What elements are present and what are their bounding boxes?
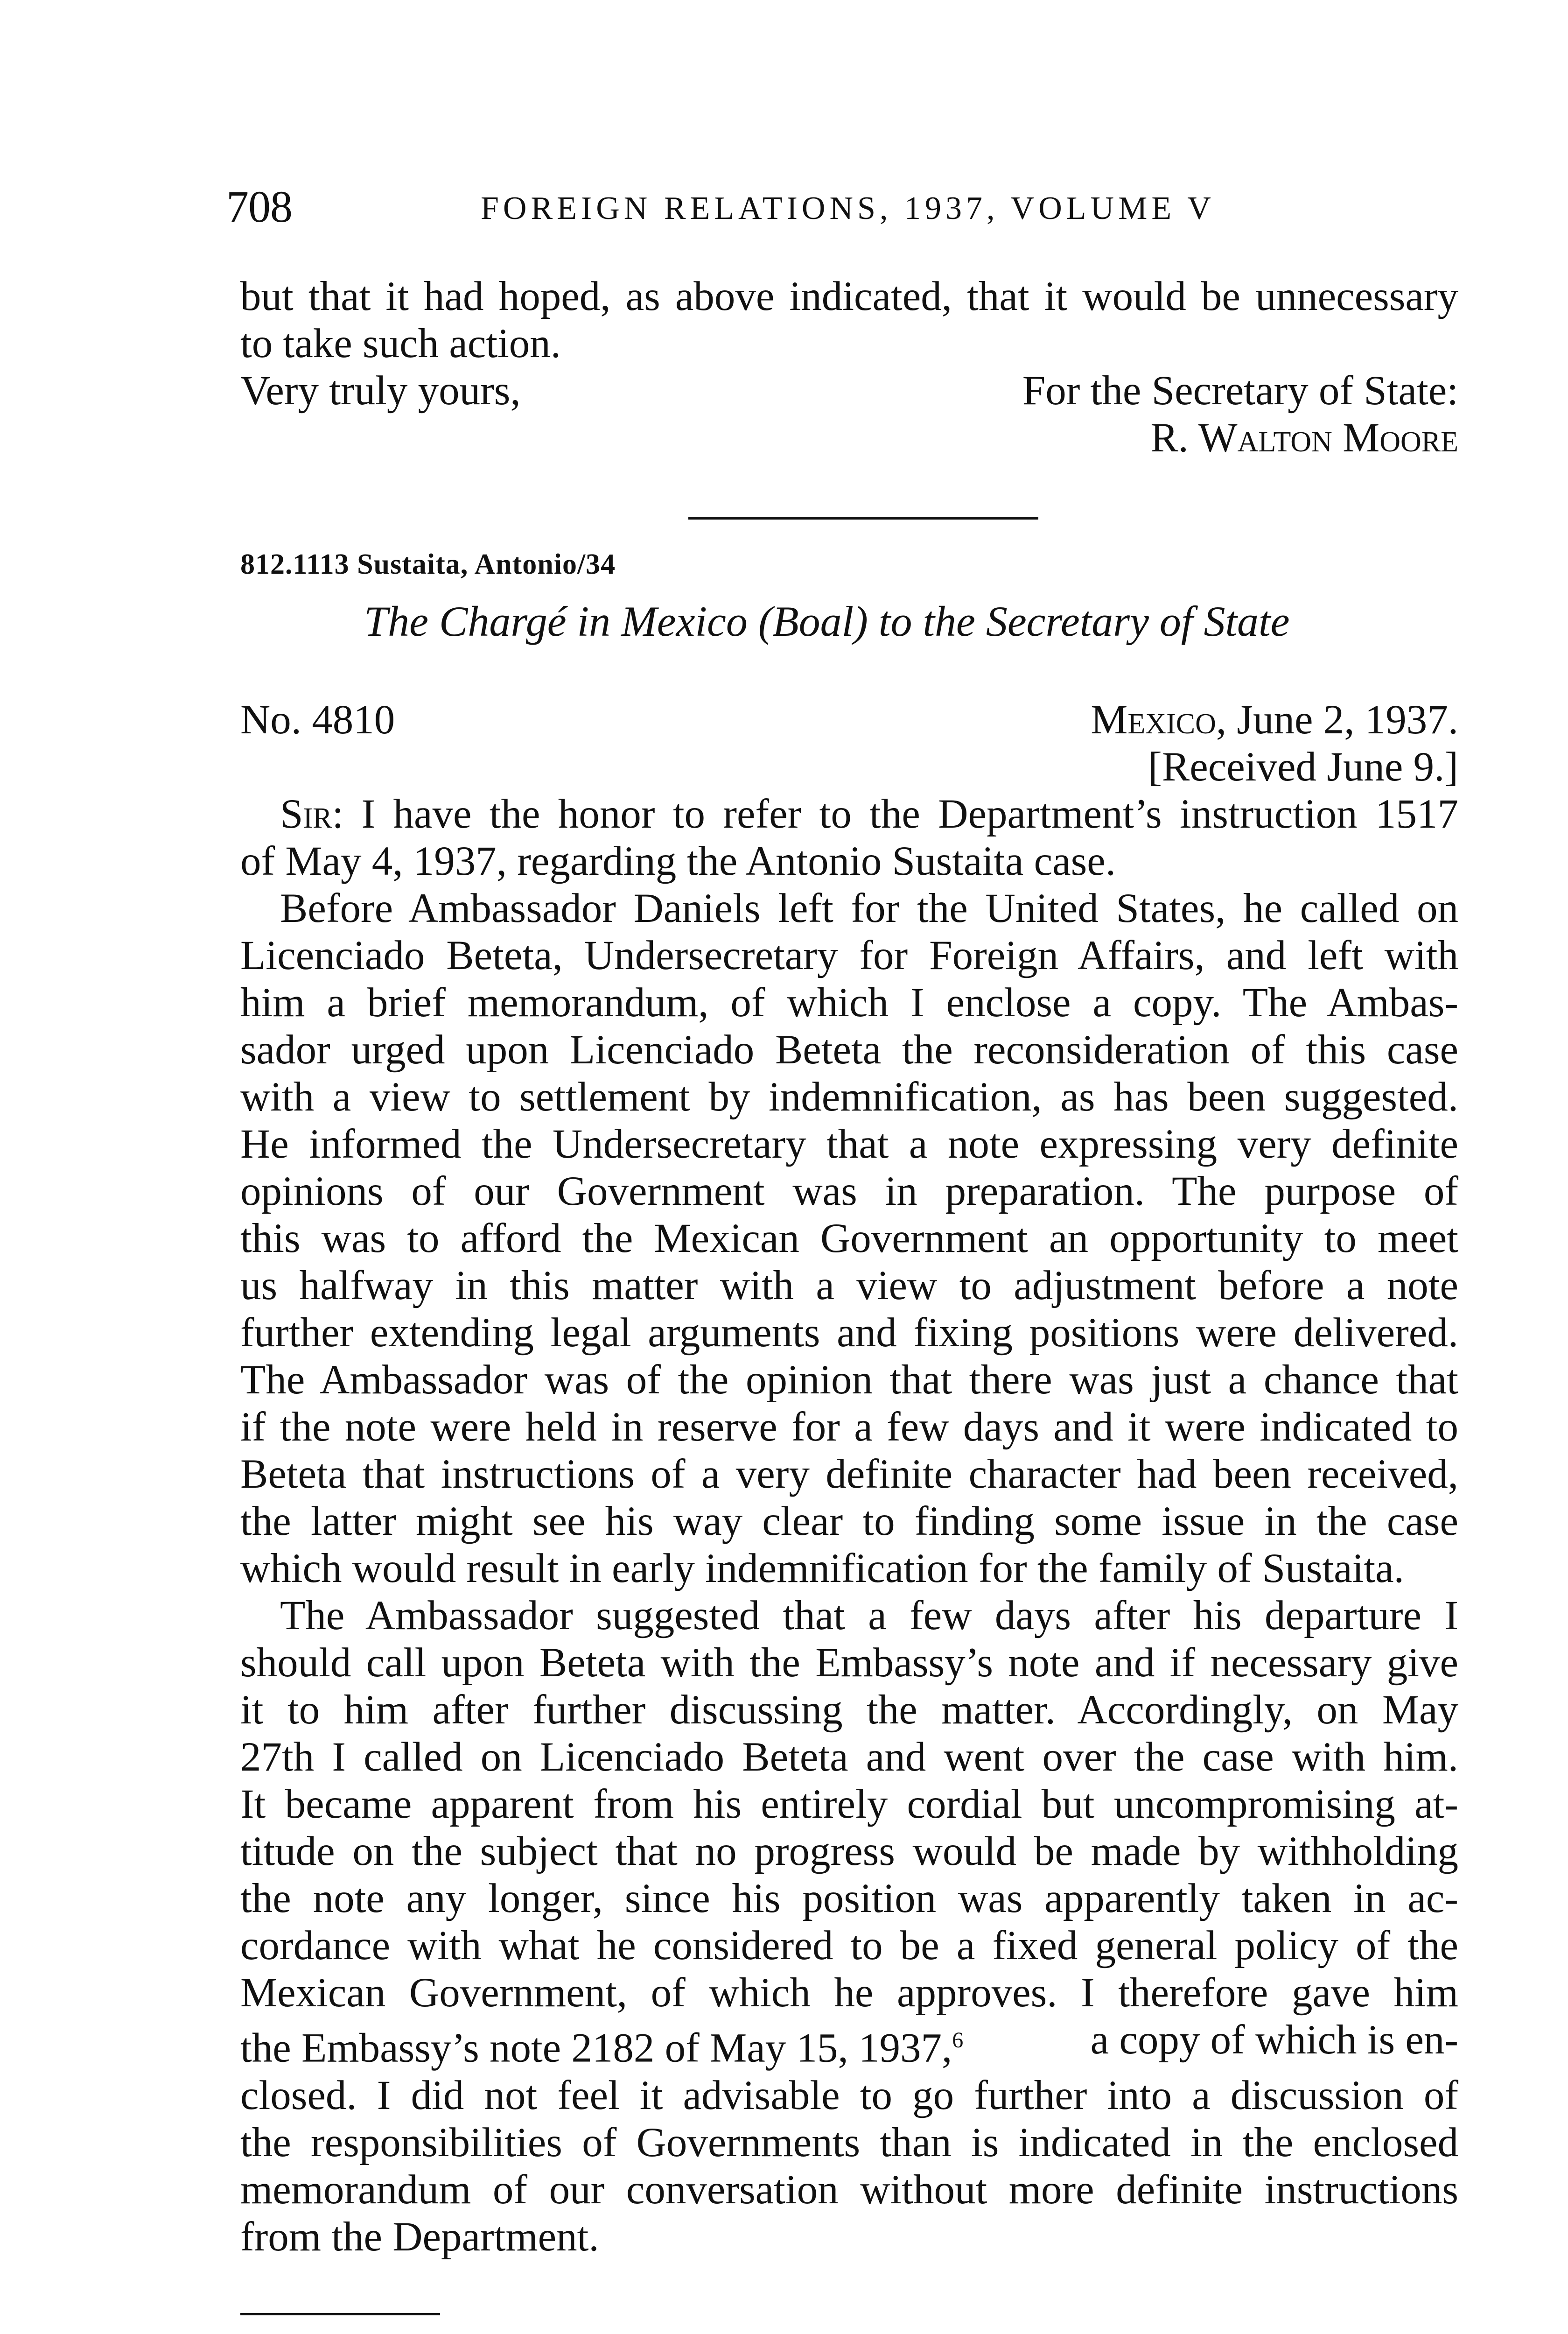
body-line: but that it had hoped, as above indicated, that it would be unnecessary [240, 274, 1458, 319]
body-line: Sir: I have the honor to refer to the Department’s instruction 1517 [280, 791, 1458, 837]
running-title: FOREIGN RELATIONS, 1937, VOLUME V [481, 190, 1215, 226]
body-line: The Ambassador suggested that a few days after his departure I [280, 1593, 1458, 1638]
body-line: him a brief memorandum, of which I enclose a copy. The Ambas- [240, 980, 1458, 1026]
signature-name: R. Walton Moore [1150, 415, 1458, 461]
body-line: sador urged upon Licenciado Beteta the reconsideration of this case [240, 1027, 1458, 1073]
body-line: the Embassy’s note 2182 of May 15, 1937,$^6$ a copy of which is en- [240, 2017, 1458, 2071]
body-line: should call upon Beteta with the Embassy’s note and if necessary give [240, 1640, 1458, 1686]
footnote-reference[interactable]: 6 [952, 2028, 964, 2053]
body-line: closed. I did not feel it advisable to go further into a discussion of [240, 2072, 1458, 2118]
body-line: Mexican Government, of which he approves. I therefore gave him [240, 1970, 1458, 2016]
body-line: it to him after further discussing the matter. Accordingly, on May [240, 1687, 1458, 1733]
footnote-divider [240, 2313, 440, 2315]
body-line: of May 4, 1937, regarding the Antonio Sustaita case. [240, 838, 1116, 884]
body-line: He informed the Undersecretary that a note expressing very definite [240, 1121, 1458, 1167]
body-line: The Ambassador was of the opinion that there was just a chance that [240, 1357, 1458, 1403]
body-line: with a view to settlement by indemnification, as has been suggested. [240, 1074, 1458, 1120]
body-line: It became apparent from his entirely cordial but uncompromising at- [240, 1781, 1458, 1827]
body-line: Licenciado Beteta, Undersecretary for Foreign Affairs, and left with [240, 933, 1458, 978]
body-line: us halfway in this matter with a view to adjustment before a note [240, 1263, 1458, 1308]
document-heading [240, 696, 1458, 791]
previous-letter [240, 273, 1458, 462]
body-line: to take such action. [240, 321, 561, 366]
place-date [1091, 696, 1458, 744]
closing: Very truly yours, [240, 368, 521, 414]
body-line: memorandum of our conversation without more definite instructions [240, 2166, 1458, 2213]
body-line: the note any longer, since his position was apparently taken in ac- [240, 1876, 1458, 1921]
file-reference: 812.1113 Sustaita, Antonio/34 [240, 548, 616, 580]
place: Mexico [1091, 697, 1216, 743]
page-number: 708 [226, 182, 292, 232]
signature-for: For the Secretary of State: [1022, 368, 1458, 414]
body-line: further extending legal arguments and fixing positions were delivered. [240, 1310, 1458, 1356]
body-line: the latter might see his way clear to finding some issue in the case [240, 1498, 1458, 1544]
body-line: this was to afford the Mexican Government an opportunity to meet [240, 1216, 1458, 1261]
document-number: No. 4810 [240, 697, 395, 743]
body-line: Before Ambassador Daniels left for the United States, he called on [280, 886, 1458, 931]
closing-row [240, 367, 1458, 415]
body-line: 27th I called on Licenciado Beteta and went over the case with him. [240, 1734, 1458, 1780]
body-line: the responsibilities of Governments than is indicated in the enclosed [240, 2119, 1458, 2165]
salutation: Sir [280, 791, 332, 837]
number-date-row [240, 696, 1458, 744]
letter-body [240, 791, 1458, 2261]
section-divider [688, 517, 1038, 520]
body-line: if the note were held in reserve for a few days and it were indicated to [240, 1404, 1458, 1450]
document-title: The Chargé in Mexico (Boal) to the Secretary of State [364, 598, 1290, 645]
date: , June 2, 1937. [1216, 697, 1458, 743]
body-line: Beteta that instructions of a very definite character had been received, [240, 1451, 1458, 1497]
body-line: from the Department. [240, 2214, 599, 2260]
body-line: which would result in early indemnification for the family of Sustaita. [240, 1546, 1404, 1591]
body-line: cordance with what he considered to be a fixed general policy of the [240, 1923, 1458, 1968]
received-date: [Received June 9.] [1148, 744, 1458, 790]
body-line: titude on the subject that no progress would be made by withholding [240, 1828, 1458, 1874]
body-line: opinions of our Government was in preparation. The purpose of [240, 1168, 1458, 1214]
